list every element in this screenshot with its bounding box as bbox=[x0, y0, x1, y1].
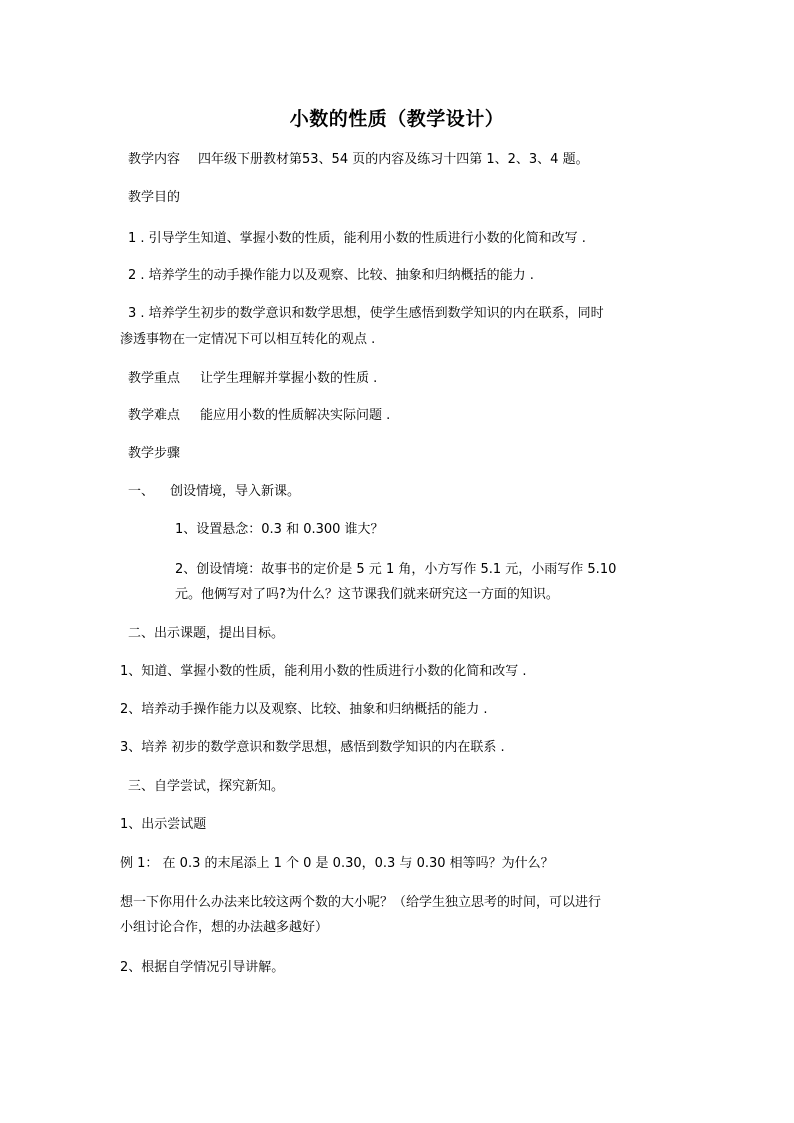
think-line-1: 想一下你用什么办法来比较这两个数的大小呢？（给学生独立思考的时间，可以进行 bbox=[120, 895, 602, 910]
step-3: 三、自学尝试，探究新知。 bbox=[128, 779, 285, 794]
step-3-item-1: 1、出示尝试题 bbox=[120, 817, 207, 832]
step-2-goal-1: 1、知道、掌握小数的性质，能利用小数的性质进行小数的化简和改写 . bbox=[120, 664, 527, 679]
content-text: 四年级下册教材第53、54 页的内容及练习十四第 1、2、3、4 题。 bbox=[198, 152, 589, 167]
step-1-sub-2-line-1: 2、创设情境：故事书的定价是 5 元 1 角，小方写作 5.1 元，小雨写作 5.10 bbox=[175, 562, 617, 577]
think-line-2: 小组讨论合作，想的办法越多越好） bbox=[120, 920, 329, 935]
step-1-sub-1: 1、设置悬念：0.3 和 0.300 谁大？ bbox=[175, 522, 384, 537]
step-1-sub-2-line-2: 元。他俩写对了吗?为什么？这节课我们就来研究这一方面的知识。 bbox=[175, 587, 559, 602]
key-point-label: 教学重点 bbox=[128, 371, 181, 386]
difficulty-label: 教学难点 bbox=[128, 408, 181, 423]
objective-item-1: 1 . 引导学生知道、掌握小数的性质，能利用小数的性质进行小数的化简和改写 . bbox=[128, 231, 586, 246]
difficulty-text: 能应用小数的性质解决实际问题 . bbox=[200, 408, 391, 423]
page-title: 小数的性质（教学设计） bbox=[289, 108, 505, 130]
step-1 bbox=[128, 482, 300, 502]
content-label: 教学内容 bbox=[128, 152, 181, 167]
step-2-goal-3: 3、培养 初步的数学意识和数学思想，感悟到数学知识的内在联系 . bbox=[120, 740, 505, 755]
objectives-heading: 教学目的 bbox=[128, 190, 181, 205]
objective-item-3-line-1: 3 . 培养学生初步的数学意识和数学思想，使学生感悟到数学知识的内在联系，同时 bbox=[128, 306, 604, 321]
content-line bbox=[128, 150, 589, 170]
step-2: 二、出示课题，提出目标。 bbox=[128, 626, 285, 641]
key-point-text: 让学生理解并掌握小数的性质 . bbox=[200, 371, 378, 386]
step-2-goal-2: 2、培养动手操作能力以及观察、比较、抽象和归纳概括的能力 . bbox=[120, 702, 488, 717]
key-point-line bbox=[128, 369, 377, 389]
objective-item-2: 2 . 培养学生的动手操作能力以及观察、比较、抽象和归纳概括的能力 . bbox=[128, 268, 534, 283]
objective-item-3-line-2: 渗透事物在一定情况下可以相互转化的观点 . bbox=[120, 332, 376, 347]
step-1-text: 创设情境，导入新课。 bbox=[170, 484, 301, 499]
step-1-number: 一、 bbox=[128, 484, 155, 499]
step-3-item-2: 2、根据自学情况引导讲解。 bbox=[120, 960, 285, 975]
difficulty-line bbox=[128, 406, 390, 426]
steps-heading: 教学步骤 bbox=[128, 446, 181, 461]
example-1: 例 1： 在 0.3 的末尾添上 1 个 0 是 0.30，0.3 与 0.30 相等吗？为什么？ bbox=[120, 856, 554, 871]
